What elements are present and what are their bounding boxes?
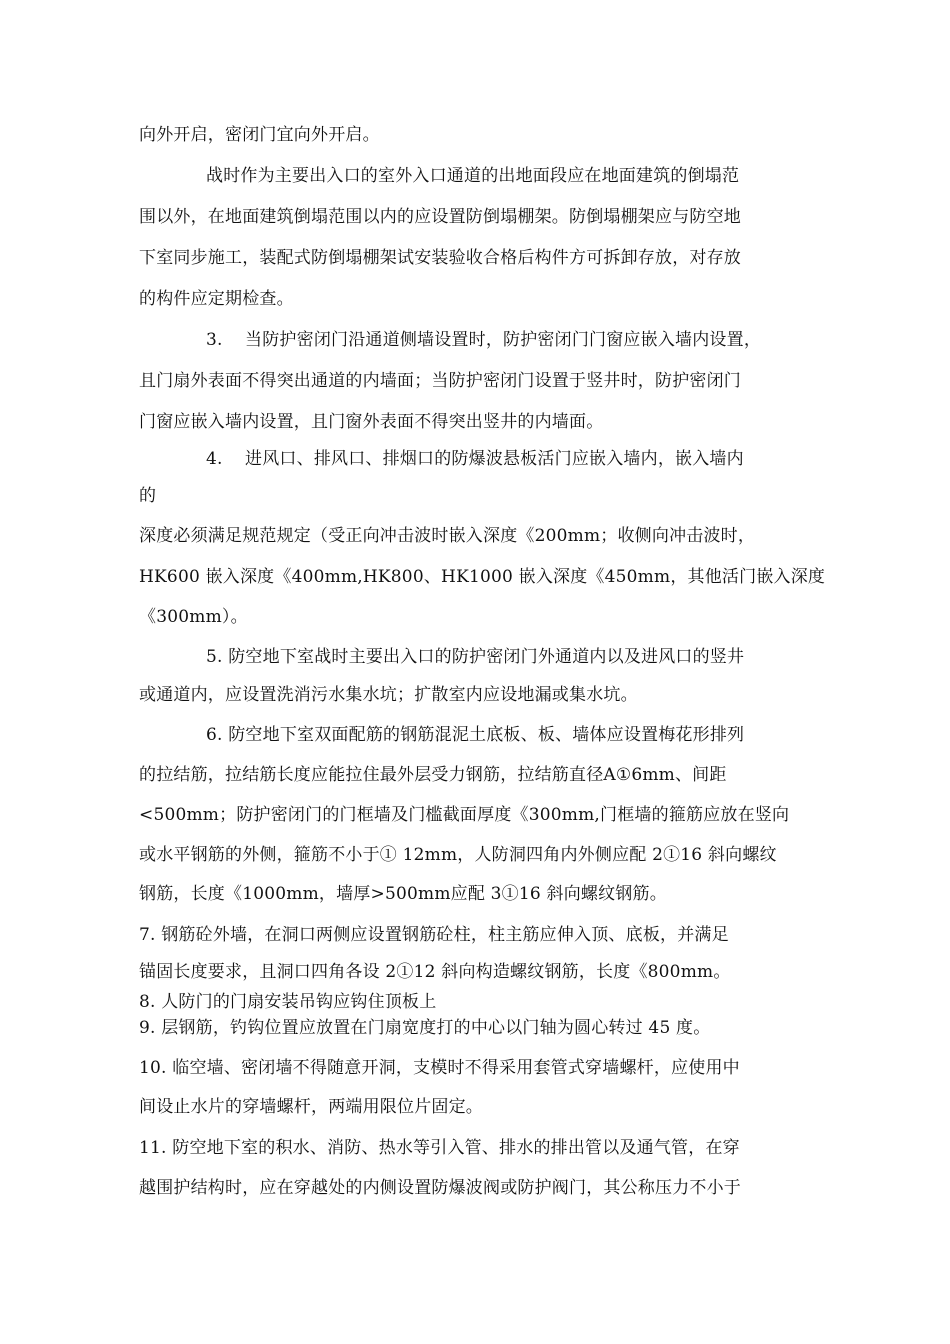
text-line: 锚固长度要求，且洞口四角各设 2①12 斜向构造螺纹钢筋，长度《800mm。 <box>139 962 731 982</box>
text-line: 向外开启，密闭门宜向外开启。 <box>139 125 380 145</box>
text-line: 或水平钢筋的外侧，箍筋不小于① 12mm，人防洞四角内外侧应配 2①16 斜向螺纹 <box>139 845 777 865</box>
text-line: 下室同步施工，装配式防倒塌棚架试安装验收合格后构件方可拆卸存放，对存放 <box>139 248 741 268</box>
text-line: HK600 嵌入深度《400mm,HK800、HK1000 嵌入深度《450mm，其他活门嵌入深度 <box>139 567 826 587</box>
text-line: 深度必须满足规范规定（受正向冲击波时嵌入深度《200mm；收侧向冲击波时， <box>139 526 756 546</box>
text-line: 《300mm）。 <box>139 607 248 627</box>
item-8-line: 8. 人防门的门扇安装吊钩应钩住顶板上 <box>139 992 437 1012</box>
text-line: 钢筋，长度《1000mm，墙厚>500mm应配 3①16 斜向螺纹钢筋。 <box>139 884 667 904</box>
text-line: 间设止水片的穿墙螺杆，两端用限位片固定。 <box>139 1097 483 1117</box>
item-3-first-line: 3. 当防护密闭门沿通道侧墙设置时，防护密闭门门窗应嵌入墙内设置， <box>206 330 762 350</box>
item-7-first-line: 7. 钢筋砼外墙，在洞口两侧应设置钢筋砼柱，柱主筋应伸入顶、底板，并满足 <box>139 925 729 945</box>
text-line: 越围护结构时，应在穿越处的内侧设置防爆波阀或防护阀门，其公称压力不小于 <box>139 1178 741 1198</box>
paragraph-first-line: 战时作为主要出入口的室外入口通道的出地面段应在地面建筑的倒塌范 <box>206 166 740 186</box>
text-line: 门窗应嵌入墙内设置，且门窗外表面不得突出竖井的内墙面。 <box>139 412 604 432</box>
item-6-first-line: 6. 防空地下室双面配筋的钢筋混泥土底板、板、墙体应设置梅花形排列 <box>206 725 745 745</box>
item-10-first-line: 10. 临空墙、密闭墙不得随意开洞，支模时不得采用套管式穿墙螺杆，应使用中 <box>139 1058 740 1078</box>
text-line: 的构件应定期检查。 <box>139 289 294 309</box>
text-line: 围以外，在地面建筑倒塌范围以内的应设置防倒塌棚架。防倒塌棚架应与防空地 <box>139 207 741 227</box>
text-line: <500mm；防护密闭门的门框墙及门槛截面厚度《300mm,门框墙的箍筋应放在竖向 <box>139 805 790 825</box>
text-line: 或通道内，应设置洗消污水集水坑；扩散室内应设地漏或集水坑。 <box>139 685 638 705</box>
text-line: 的 <box>139 486 157 506</box>
text-line: 的拉结筋，拉结筋长度应能拉住最外层受力钢筋，拉结筋直径A①6mm、间距 <box>139 765 727 785</box>
text-line: 且门扇外表面不得突出通道的内墙面；当防护密闭门设置于竖井时，防护密闭门 <box>139 371 741 391</box>
item-11-first-line: 11. 防空地下室的积水、消防、热水等引入管、排水的排出管以及通气管，在穿 <box>139 1138 740 1158</box>
item-9-line: 9. 层钢筋，钓钩位置应放置在门扇宽度打的中心以门轴为圆心转过 45 度。 <box>139 1018 711 1038</box>
item-5-first-line: 5. 防空地下室战时主要出入口的防护密闭门外通道内以及进风口的竖井 <box>206 647 745 667</box>
item-4-first-line: 4. 进风口、排风口、排烟口的防爆波悬板活门应嵌入墙内，嵌入墙内 <box>206 449 744 469</box>
